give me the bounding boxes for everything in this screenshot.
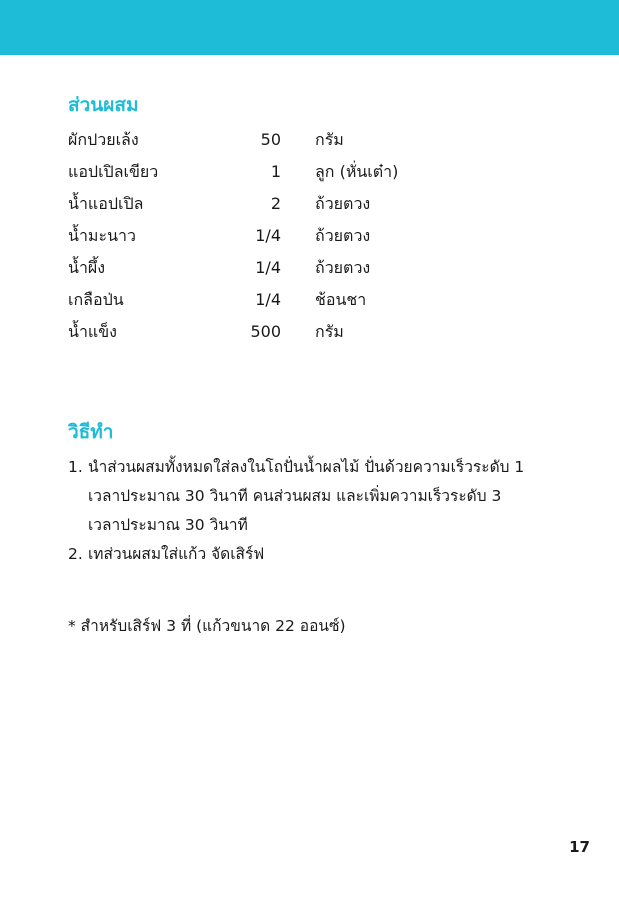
method-step — [68, 540, 568, 569]
ingredient-unit: กรัม — [315, 130, 344, 149]
ingredient-qty: 1/4 — [255, 290, 281, 309]
ingredient-qty: 50 — [260, 130, 281, 149]
method-steps — [68, 453, 568, 569]
ingredient-row — [0, 316, 619, 348]
ingredient-unit: กรัม — [315, 322, 344, 341]
ingredient-unit: ถ้วยตวง — [315, 194, 371, 213]
ingredient-row — [0, 188, 619, 220]
ingredients-heading: ส่วนผสม — [68, 94, 139, 116]
header-bar — [0, 0, 619, 55]
ingredient-qty: 1/4 — [255, 226, 281, 245]
ingredient-row — [0, 156, 619, 188]
ingredient-name: แอปเปิลเขียว — [68, 162, 159, 181]
ingredient-name: น้ำแอปเปิล — [68, 194, 144, 213]
ingredient-unit: ถ้วยตวง — [315, 226, 371, 245]
ingredient-qty: 500 — [250, 322, 281, 341]
ingredient-row — [0, 284, 619, 316]
serving-note: * สำหรับเสิร์ฟ 3 ที่ (แก้วขนาด 22 ออนซ์) — [68, 617, 346, 635]
ingredient-qty: 1 — [270, 162, 281, 181]
step-number: 1. — [68, 458, 83, 476]
page-number: 17 — [569, 838, 590, 856]
ingredient-name: เกลือป่น — [68, 290, 124, 309]
step-text: เวลาประมาณ 30 วินาที คนส่วนผสม และเพิ่มความเร็วระดับ 3 — [88, 487, 502, 505]
method-step — [68, 453, 568, 540]
step-text: นำส่วนผสมทั้งหมดใส่ลงในโถปั่นน้ำผลไม้ ปั่นด้วยความเร็วระดับ 1 — [88, 458, 525, 476]
method-heading: วิธีทำ — [68, 421, 114, 443]
ingredient-name: น้ำผึ้ง — [68, 258, 106, 277]
ingredient-name: น้ำมะนาว — [68, 226, 136, 245]
ingredient-row — [0, 124, 619, 156]
ingredient-name: ผักปวยเล้ง — [68, 130, 139, 149]
step-text: เวลาประมาณ 30 วินาที — [88, 516, 248, 534]
ingredient-row — [0, 220, 619, 252]
ingredient-qty: 2 — [270, 194, 281, 213]
ingredients-list — [0, 124, 619, 348]
ingredient-unit: ถ้วยตวง — [315, 258, 371, 277]
ingredient-qty: 1/4 — [255, 258, 281, 277]
step-text: เทส่วนผสมใส่แก้ว จัดเสิร์ฟ — [88, 545, 265, 563]
ingredient-row — [0, 252, 619, 284]
ingredient-unit: ลูก (หั่นเต๋า) — [315, 162, 399, 181]
step-number: 2. — [68, 545, 83, 563]
ingredient-unit: ช้อนชา — [315, 290, 367, 309]
ingredient-name: น้ำแข็ง — [68, 322, 117, 341]
